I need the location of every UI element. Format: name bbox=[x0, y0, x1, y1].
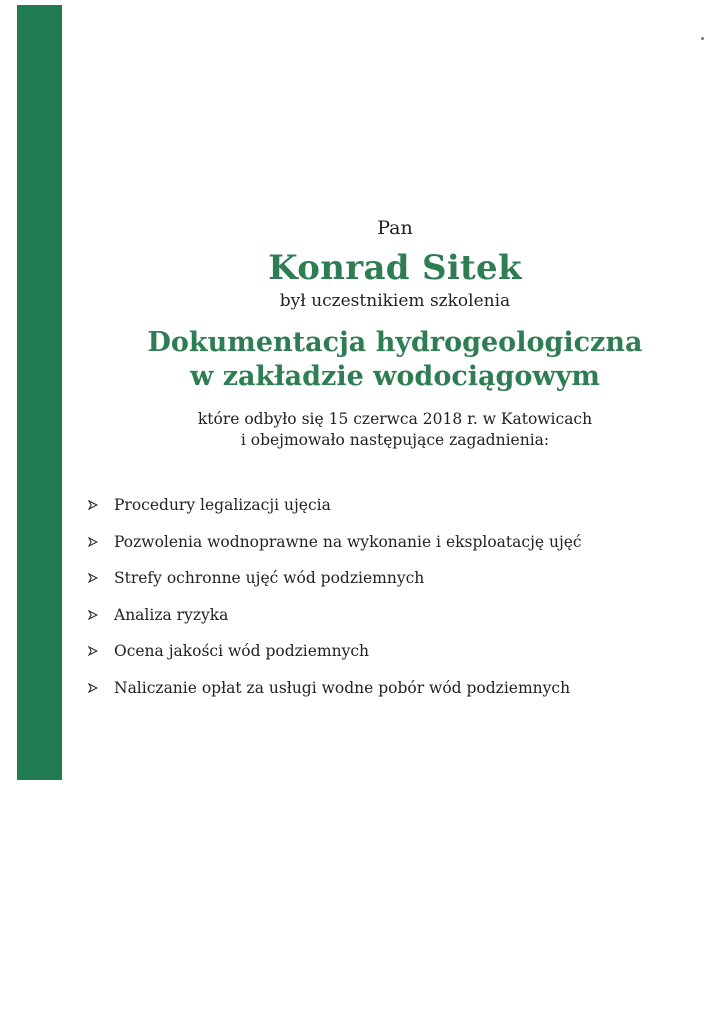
topic-item bbox=[88, 532, 724, 552]
topics-list bbox=[62, 495, 724, 698]
course-title-line-2: w zakładzie wodociągowym bbox=[190, 361, 600, 392]
topic-label: Pozwolenia wodnoprawne na wykonanie i eksploatację ujęć bbox=[114, 532, 582, 551]
topic-item bbox=[88, 678, 724, 698]
salutation: Pan bbox=[377, 217, 413, 239]
topic-item bbox=[88, 605, 724, 625]
course-details bbox=[66, 409, 724, 451]
arrowhead-bullet-icon bbox=[88, 610, 98, 620]
details-line-2: i obejmowało następujące zagadnienia: bbox=[240, 431, 550, 449]
topic-item bbox=[88, 568, 724, 588]
topic-item bbox=[88, 495, 724, 515]
recipient-name: Konrad Sitek bbox=[268, 248, 522, 288]
certificate-header bbox=[62, 216, 724, 451]
arrowhead-bullet-icon bbox=[88, 646, 98, 656]
topic-label: Analiza ryzyka bbox=[114, 605, 229, 624]
topic-label: Procedury legalizacji ujęcia bbox=[114, 496, 331, 514]
arrowhead-bullet-icon bbox=[88, 537, 98, 547]
topic-label: Strefy ochronne ujęć wód podziemnych bbox=[114, 569, 425, 587]
topic-label: Naliczanie opłat za usługi wodne pobór wód podziemnych bbox=[114, 678, 571, 697]
topic-label: Ocena jakości wód podziemnych bbox=[114, 642, 370, 660]
topic-item bbox=[88, 641, 724, 661]
arrowhead-bullet-icon bbox=[88, 573, 98, 583]
arrowhead-bullet-icon bbox=[88, 683, 98, 693]
certificate-content bbox=[62, 0, 724, 714]
arrowhead-bullet-icon bbox=[88, 500, 98, 510]
green-side-bar bbox=[17, 5, 62, 780]
course-title bbox=[66, 326, 724, 394]
course-title-line-1: Dokumentacja hydrogeologiczna bbox=[147, 327, 643, 358]
details-line-1: które odbyło się 15 czerwca 2018 r. w Katowicach bbox=[197, 410, 593, 428]
participation-text: był uczestnikiem szkolenia bbox=[279, 291, 511, 311]
